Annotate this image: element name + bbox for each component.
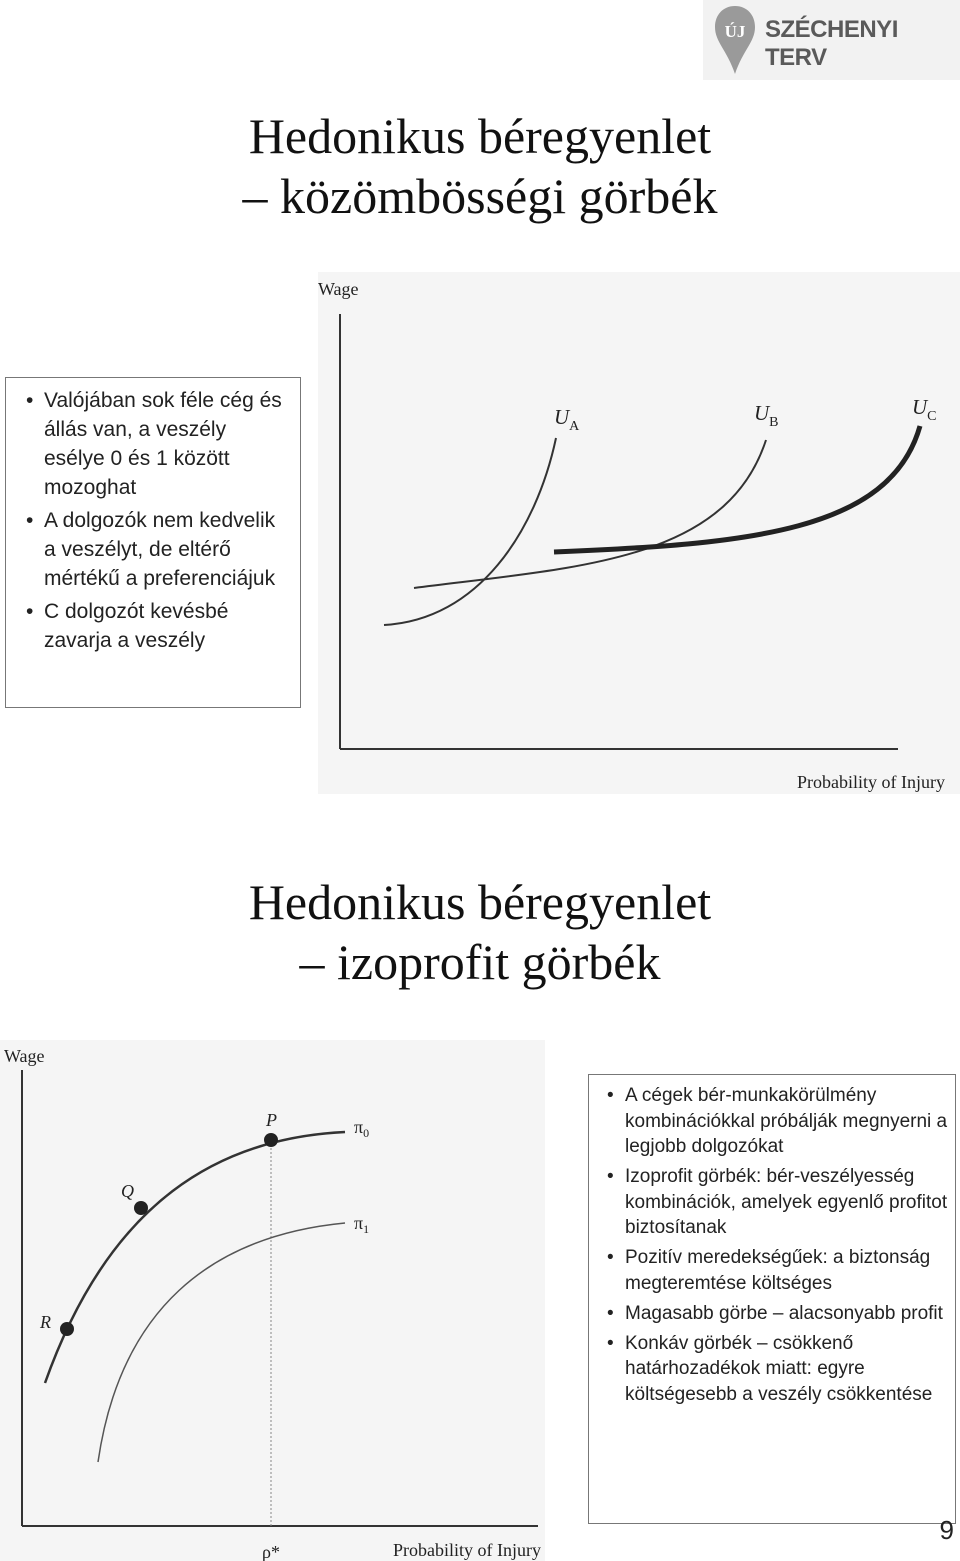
point-r-label: R [40,1312,51,1332]
point-q-label: Q [121,1181,134,1201]
slide2-title-line2: – izoprofit görbék [299,934,661,990]
x-axis-label: Probability of Injury [393,1540,541,1560]
slide1-title [0,106,960,226]
location-pin-icon [713,4,757,76]
slide1-title-line2: – közömbösségi görbék [242,168,718,224]
y-axis-label: Wage [318,279,359,299]
curve-ua-sub: A [569,419,580,434]
list-item: • Valójában sok féle cég és állás van, a veszély esélye 0 és 1 között mozoghat [18,386,292,502]
curve-ua-letter: U [554,405,570,429]
list-item: • Konkáv görbék – csökkenő határhozadékok miatt: egyre költségesebb a veszély csökkentése [599,1331,949,1408]
slide2-bullet-list [599,1083,949,1407]
curve-pi1-sub: 1 [363,1222,370,1236]
logo-brand-text: SZÉCHENYI TERV [765,16,898,71]
indifference-curves-chart [318,272,960,794]
list-item: • C dolgozót kevésbé zavarja a veszély [18,597,292,655]
slide1-bullet-list [18,386,292,655]
slide1-text-box [5,377,301,708]
chart-background [318,272,960,794]
szechenyi-terv-logo [703,0,960,80]
list-item: • A cégek bér-munkakörülmény kombinációkkal próbálják megnyerni a legjobb dolgozókat [599,1083,949,1160]
curve-ub-letter: U [754,401,770,425]
curve-pi0-sub: 0 [363,1126,370,1140]
curve-pi0-letter: π [354,1117,364,1137]
point-q [134,1201,148,1215]
x-axis-label: Probability of Injury [797,772,945,792]
list-item: • Pozitív meredekségűek: a biztonság megteremtése költséges [599,1245,949,1296]
curve-uc-letter: U [912,395,928,419]
point-r [60,1322,74,1336]
list-item: • A dolgozók nem kedvelik a veszélyt, de eltérő mértékű a preferenciájuk [18,506,292,593]
curve-ub-sub: B [769,415,779,430]
list-item: • Magasabb görbe – alacsonyabb profit [599,1301,949,1327]
list-item: • Izoprofit görbék: bér-veszélyesség kombinációk, amelyek egyenlő profitot biztosítanak [599,1164,949,1241]
slide2-title [0,872,960,992]
slide1-title-line1: Hedonikus béregyenlet [248,108,712,164]
slide2-text-box [588,1074,956,1524]
slide2-title-line1: Hedonikus béregyenlet [248,874,712,930]
logo-badge: ÚJ [724,22,746,41]
x-tick-rho-star: ρ* [262,1542,280,1561]
y-axis-label: Wage [4,1046,45,1066]
point-p-label: P [266,1110,277,1130]
isoprofit-curves-chart [0,1040,545,1561]
point-p [264,1133,278,1147]
curve-pi1-letter: π [354,1213,364,1233]
page-number: 9 [939,1515,954,1545]
curve-uc-sub: C [927,409,937,424]
